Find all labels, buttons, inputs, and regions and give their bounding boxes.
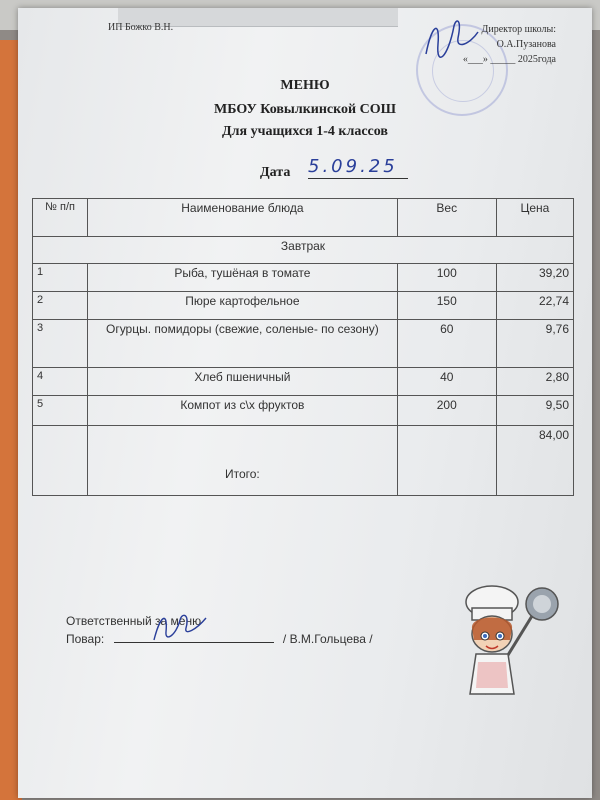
table-row bbox=[33, 320, 574, 368]
table-row bbox=[33, 292, 574, 320]
cell-no: 1 bbox=[33, 264, 88, 292]
approval-name: О.А.Пузанова bbox=[496, 39, 556, 50]
cell-no: 5 bbox=[33, 396, 88, 426]
table-row bbox=[33, 396, 574, 426]
cell-name: Хлеб пшеничный bbox=[88, 368, 398, 396]
section-label: Завтрак bbox=[33, 237, 574, 264]
cell-price: 39,20 bbox=[496, 264, 573, 292]
date-value: 5.09.25 bbox=[308, 156, 408, 179]
header-name: Наименование блюда bbox=[88, 199, 398, 237]
menu-table bbox=[32, 198, 574, 496]
date-label: Дата bbox=[260, 165, 291, 180]
approval-date bbox=[426, 52, 556, 67]
section-row bbox=[33, 237, 574, 264]
cell-name: Огурцы. помидоры (свежие, соленые- по сезону) bbox=[88, 320, 398, 368]
total-label: Итого: bbox=[88, 426, 398, 496]
header-no: № п/п bbox=[33, 199, 88, 237]
cell-no: 3 bbox=[33, 320, 88, 368]
approval-date-prefix: «___» _____ bbox=[462, 54, 516, 65]
organization-name: ИП Божко В.Н. bbox=[108, 22, 174, 33]
cell-weight: 100 bbox=[397, 264, 496, 292]
cell-price: 9,76 bbox=[496, 320, 573, 368]
total-price: 84,00 bbox=[496, 426, 573, 496]
cell-name: Пюре картофельное bbox=[88, 292, 398, 320]
approval-year: 2025года bbox=[517, 54, 556, 65]
cell-weight: 150 bbox=[397, 292, 496, 320]
cook-name: / В.М.Гольцева / bbox=[282, 632, 373, 646]
chef-illustration bbox=[454, 584, 574, 704]
cook-label: Повар: bbox=[66, 632, 105, 646]
cell-price: 22,74 bbox=[496, 292, 573, 320]
cell-weight: 40 bbox=[397, 368, 496, 396]
menu-title: МЕНЮ bbox=[280, 78, 330, 93]
cell-empty bbox=[397, 426, 496, 496]
school-name: МБОУ Ковылкинской СОШ bbox=[214, 102, 396, 117]
cook-signature bbox=[150, 606, 210, 646]
cell-weight: 200 bbox=[397, 396, 496, 426]
header-weight: Вес bbox=[397, 199, 496, 237]
cell-empty bbox=[33, 426, 88, 496]
audience-line: Для учащихся 1-4 классов bbox=[222, 124, 388, 139]
cell-price: 2,80 bbox=[496, 368, 573, 396]
table-header-row bbox=[33, 199, 574, 237]
cell-no: 2 bbox=[33, 292, 88, 320]
header-price: Цена bbox=[496, 199, 573, 237]
approval-block bbox=[426, 22, 556, 67]
responsible-line: Ответственный за меню bbox=[66, 614, 202, 628]
menu-sheet bbox=[18, 8, 592, 798]
cook-line bbox=[66, 632, 373, 646]
cell-name: Рыба, тушёная в томате bbox=[88, 264, 398, 292]
cell-name: Компот из с\х фруктов bbox=[88, 396, 398, 426]
cell-weight: 60 bbox=[397, 320, 496, 368]
approval-title: Директор школы: bbox=[481, 24, 556, 35]
cell-price: 9,50 bbox=[496, 396, 573, 426]
table-row bbox=[33, 264, 574, 292]
cell-no: 4 bbox=[33, 368, 88, 396]
table-row bbox=[33, 368, 574, 396]
total-row bbox=[33, 426, 574, 496]
